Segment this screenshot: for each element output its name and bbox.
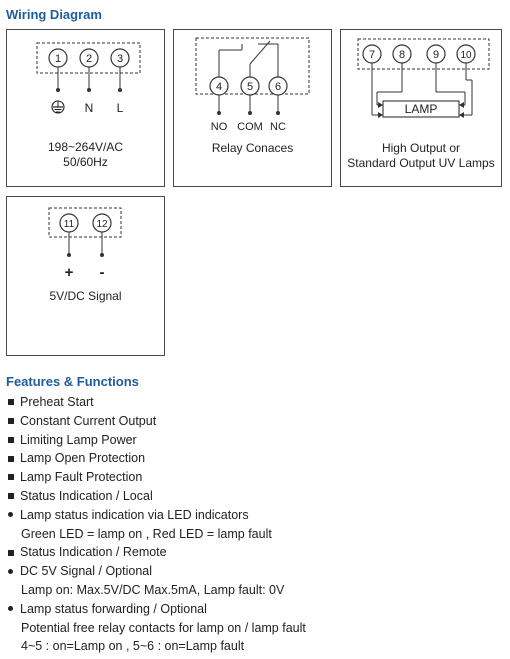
bullet-square-icon [8,493,14,499]
feature-item [6,412,506,431]
feature-detail: Potential free relay contacts for lamp on / lamp fault [21,620,306,635]
live-label: L [116,101,124,115]
neutral-label: N [84,101,94,115]
feature-detail: Lamp on: Max.5V/DC Max.5mA, Lamp fault: 0V [21,582,285,597]
signal-caption: 5V/DC Signal [49,289,122,303]
feature-item [6,449,506,468]
feature-text: Status Indication / Local [20,488,153,503]
feature-text: Limiting Lamp Power [20,432,137,447]
bullet-square-icon [8,399,14,405]
features-title: Features & Functions [6,374,139,389]
bullet-square-icon [8,550,14,556]
lamp-caption-line2: Standard Output UV Lamps [347,156,495,170]
signal-terminal-diagram [7,197,166,357]
features-list [6,393,506,656]
feature-text: Lamp Open Protection [20,451,146,466]
terminal-7-label: 7 [368,49,376,61]
terminal-5-label: 5 [246,81,254,93]
bullet-dot-icon [8,606,13,611]
terminal-1-label: 1 [54,53,62,65]
relay-terminal-box [173,29,332,187]
feature-item [6,600,506,619]
feature-item [6,543,506,562]
lamp-terminal-box [340,29,502,187]
bullet-square-icon [8,418,14,424]
terminal-11-label: 11 [63,219,75,230]
relay-caption: Relay Conaces [211,141,294,155]
feature-item [6,487,506,506]
feature-text: Lamp status indication via LED indicators [20,507,249,522]
terminal-10-label: 10 [460,50,472,61]
feature-text: Status Indication / Remote [20,545,167,560]
feature-item [6,393,506,412]
terminal-9-label: 9 [432,49,440,61]
terminal-8-label: 8 [398,49,406,61]
feature-text: Preheat Start [20,395,94,409]
terminal-2-label: 2 [85,53,93,65]
wiring-diagram-title: Wiring Diagram [6,7,102,22]
bullet-square-icon [8,456,14,462]
terminal-12-label: 12 [96,219,108,230]
feature-text: DC 5V Signal / Optional [20,564,153,579]
lamp-caption-line1: High Output or [381,141,461,155]
signal-minus-label: - [99,264,105,281]
lamp-label: LAMP [404,102,438,116]
power-caption-voltage: 198~264V/AC [47,140,124,154]
feature-text: Lamp status forwarding / Optional [20,601,207,616]
signal-plus-label: + [64,264,74,281]
feature-detail: 4~5 : on=Lamp on , 5~6 : on=Lamp fault [21,639,245,654]
terminal-3-label: 3 [116,53,124,65]
bullet-dot-icon [8,512,13,517]
terminal-4-label: 4 [215,81,223,93]
bullet-square-icon [8,474,14,480]
ground-icon [52,101,64,113]
power-caption-frequency: 50/60Hz [63,155,108,169]
feature-text: Constant Current Output [20,413,157,428]
signal-terminal-box [6,196,165,356]
power-terminal-box [6,29,165,187]
relay-terminal-diagram [174,30,333,188]
bullet-dot-icon [8,569,13,574]
bullet-square-icon [8,437,14,443]
feature-item [6,506,506,525]
feature-detail: Green LED = lamp on , Red LED = lamp fault [21,526,272,541]
feature-item [6,468,506,487]
relay-com-label: COM [237,121,263,133]
feature-item [6,431,506,450]
terminal-6-label: 6 [274,81,282,93]
feature-text: Lamp Fault Protection [20,470,143,485]
relay-nc-label: NC [270,121,286,133]
relay-no-label: NO [210,121,228,133]
feature-item [6,562,506,581]
